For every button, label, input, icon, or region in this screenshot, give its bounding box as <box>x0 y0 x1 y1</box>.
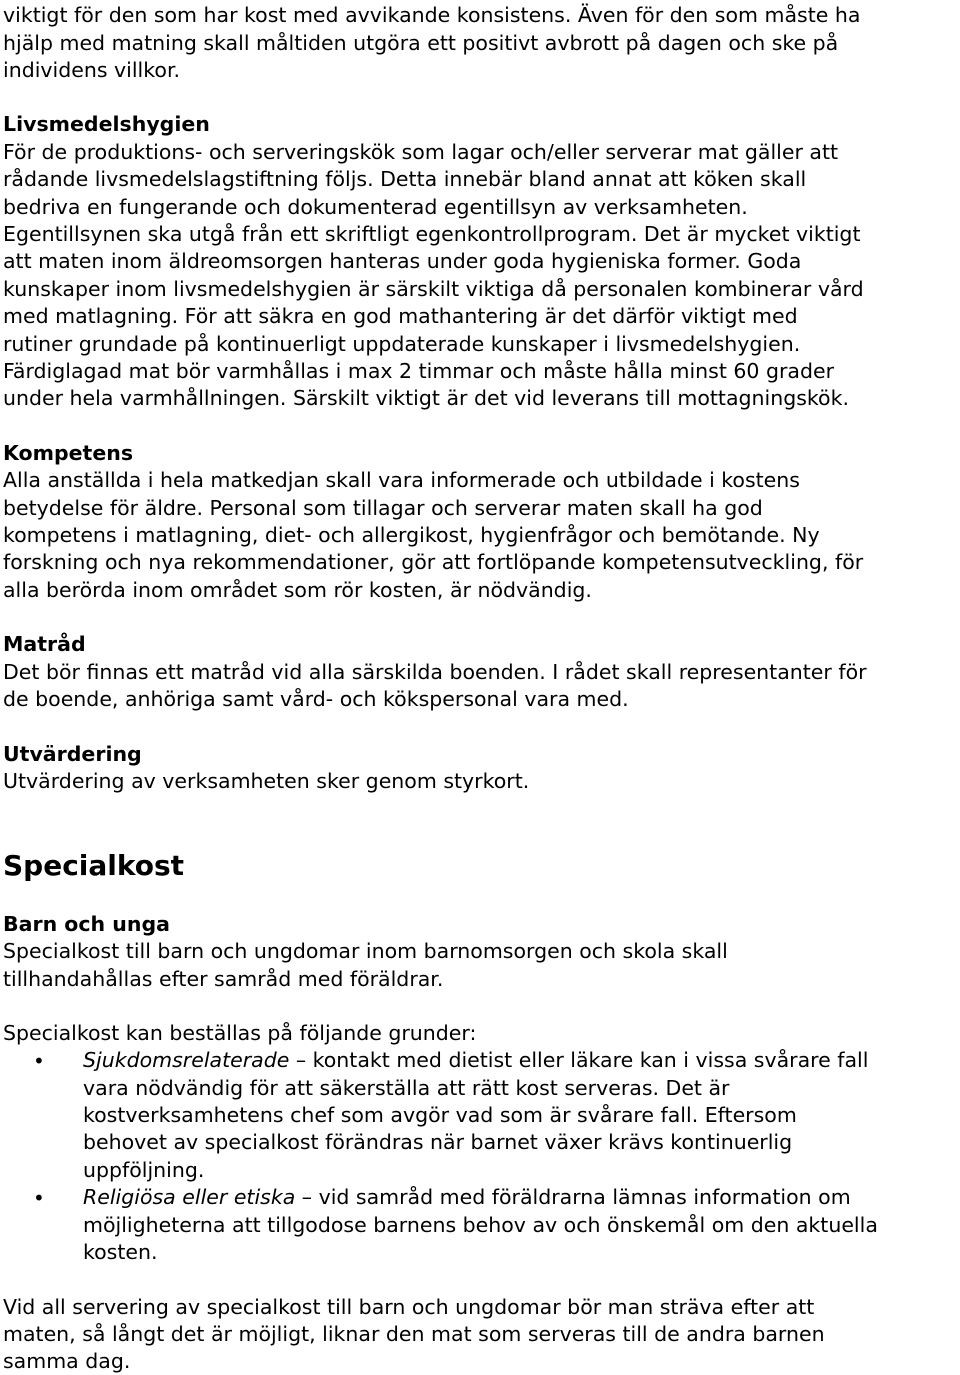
intro-line-2: hjälp med matning skall måltiden utgöra ett positivt avbrott på dagen och ske på <box>3 31 839 55</box>
paragraph-line: att maten inom äldreomsorgen hanteras under goda hygieniska former. Goda <box>3 249 802 273</box>
list-item-line: möjligheterna att tillgodose barnens behov av och önskemål om den aktuella <box>83 1213 878 1237</box>
paragraph-line: med matlagning. För att säkra en god mathantering är det därför viktigt med <box>3 304 798 328</box>
bullet-icon: • <box>33 1186 45 1210</box>
paragraph-line: kompetens i matlagning, diet- och allergikost, hygienfrågor och bemötande. Ny <box>3 523 820 547</box>
paragraph-line: bedriva en fungerande och dokumenterad egentillsyn av verksamheten. <box>3 195 748 219</box>
paragraph-line: Färdiglagad mat bör varmhållas i max 2 timmar och måste hålla minst 60 grader <box>3 359 835 383</box>
list-item-first-line <box>83 1184 851 1211</box>
paragraph-line: Utvärdering av verksamheten sker genom styrkort. <box>3 769 530 793</box>
paragraph-line: samma dag. <box>3 1349 131 1373</box>
page-title-specialkost: Specialkost <box>3 849 185 882</box>
paragraph-line: tillhandahållas efter samråd med föräldrar. <box>3 967 444 991</box>
list-item-line: vara nödvändig för att säkerställa att rätt kost serveras. Det är <box>83 1076 730 1100</box>
list-item-line: kostverksamhetens chef som avgör vad som är svårare fall. Eftersom <box>83 1103 797 1127</box>
section-heading-matrad: Matråd <box>3 632 86 656</box>
section-heading-hygien: Livsmedelshygien <box>3 112 210 136</box>
paragraph-line: Vid all servering av specialkost till barn och ungdomar bör man sträva efter att <box>3 1295 815 1319</box>
bullet-icon: • <box>33 1049 45 1073</box>
paragraph-line: För de produktions- och serveringskök som lagar och/eller serverar mat gäller att <box>3 140 839 164</box>
paragraph-line: Egentillsynen ska utgå från ett skriftligt egenkontrollprogram. Det är mycket viktigt <box>3 222 861 246</box>
paragraph-line: maten, så långt det är möjligt, liknar den mat som serveras till de andra barnen <box>3 1322 825 1346</box>
paragraph-line: under hela varmhållningen. Särskilt viktigt är det vid leverans till mottagningskök. <box>3 386 849 410</box>
list-item-line: uppföljning. <box>83 1158 205 1182</box>
section-heading-utvardering: Utvärdering <box>3 742 142 766</box>
intro-line-1: viktigt för den som har kost med avvikande konsistens. Även för den som måste ha <box>3 3 861 27</box>
section-heading-barn: Barn och unga <box>3 912 170 936</box>
list-item-term: Religiösa eller etiska <box>83 1185 296 1209</box>
list-item-line: kosten. <box>83 1240 158 1264</box>
paragraph-line: rutiner grundade på kontinuerligt uppdaterade kunskaper i livsmedelshygien. <box>3 332 801 356</box>
paragraph-line: de boende, anhöriga samt vård- och kökspersonal vara med. <box>3 687 629 711</box>
paragraph-line: rådande livsmedelslagstiftning följs. Detta innebär bland annat att köken skall <box>3 167 807 191</box>
paragraph-line: forskning och nya rekommendationer, gör att fortlöpande kompetensutveckling, för <box>3 550 864 574</box>
list-item-line: behovet av specialkost förändras när barnet växer krävs kontinuerlig <box>83 1130 793 1154</box>
paragraph-line: kunskaper inom livsmedelshygien är särskilt viktiga då personalen kombinerar vård <box>3 277 864 301</box>
list-item-first-line <box>83 1047 868 1074</box>
paragraph-line: Specialkost till barn och ungdomar inom barnomsorgen och skola skall <box>3 939 728 963</box>
intro-line-3: individens villkor. <box>3 58 181 82</box>
paragraph-line: Specialkost kan beställas på följande grunder: <box>3 1021 477 1045</box>
paragraph-line: alla berörda inom området som rör kosten, är nödvändig. <box>3 578 592 602</box>
paragraph-line: Det bör finnas ett matråd vid alla särskilda boenden. I rådet skall representanter för <box>3 660 867 684</box>
paragraph-line: Alla anställda i hela matkedjan skall vara informerade och utbildade i kostens <box>3 468 800 492</box>
list-item-text: – vid samråd med föräldrarna lämnas information om <box>295 1185 851 1209</box>
list-item-term: Sjukdomsrelaterade <box>83 1048 290 1072</box>
paragraph-line: betydelse för äldre. Personal som tillagar och serverar maten skall ha god <box>3 496 763 520</box>
list-item-text: – kontakt med dietist eller läkare kan i vissa svårare fall <box>289 1048 869 1072</box>
section-heading-kompetens: Kompetens <box>3 441 134 465</box>
